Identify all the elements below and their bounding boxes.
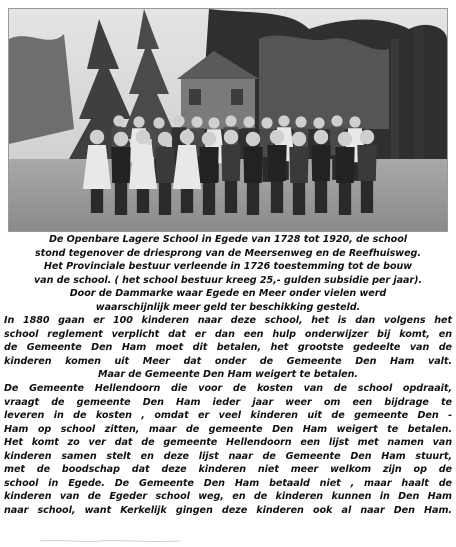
caption-line: school reglement verplicht dat er dan een hulp onderwijzer bij komt, en — [4, 328, 452, 340]
caption-line: van de school. ( het school bestuur kreeg 25,- gulden subsidie per jaar). — [33, 274, 423, 286]
caption-line: Door de Dammarke waar Egede en Meer onder vielen werd — [69, 288, 387, 300]
caption-line: Het Provinciale bestuur verleende in 1726 toestemming tot de bouw — [43, 261, 413, 273]
caption-line: kinderen komen uit Meer dat onder de Gemeente Den Ham valt. — [4, 355, 452, 367]
caption-line: met de boodschap dat deze kinderen niet meer welkom zijn op de — [4, 464, 452, 476]
caption-line: Maar de Gemeente Den Ham weigert te betalen. — [97, 369, 359, 381]
caption-line: de Gemeente Den Ham moet dit betalen, het grootste gedeelte van de — [4, 342, 452, 354]
caption-line: school in Egede. De Gemeente Den Ham betaald niet , maar haalt de — [4, 477, 452, 489]
caption-line: vraagt de gemeente Den Ham ieder jaar weer om een bijdrage te — [4, 396, 452, 408]
caption-line: De Openbare Lagere School in Egede van 1728 tot 1920, de school — [49, 234, 407, 245]
school-photo — [8, 8, 448, 232]
caption-line: Ham op school zitten, maar de gemeente Den Ham weigert te betalen. — [4, 423, 452, 435]
caption-line: Het komt zo ver dat de gemeente Hellendoorn een lijst met namen van — [4, 437, 452, 449]
caption-line: stond tegenover de driesprong van de Meersenweg en de Reefhuisweg. — [35, 247, 421, 259]
caption-line: waarschijnlijk meer geld ter beschikking gesteld. — [95, 301, 361, 313]
caption-line: kinderen van de Egeder school weg, en de kinderen kunnen in Den Ham — [4, 491, 452, 503]
caption-text-block — [4, 233, 452, 517]
school-photo-image — [9, 9, 447, 231]
scan-edge-trace — [40, 538, 180, 544]
caption-line: leveren in de kosten , omdat er veel kinderen uit de gemeente Den - — [4, 410, 452, 422]
caption-line: naar school, want Kerkelijk gingen deze kinderen ook al naar Den Ham. — [4, 504, 452, 516]
caption-line: kinderen samen stelt en deze lijst naar de Gemeente Den Ham stuurt, — [4, 450, 452, 462]
caption-line: De Gemeente Hellendoorn die voor de kosten van de school opdraait, — [4, 383, 452, 395]
caption-line: In 1880 gaan er 100 kinderen naar deze school, het is dan volgens het — [4, 315, 452, 327]
